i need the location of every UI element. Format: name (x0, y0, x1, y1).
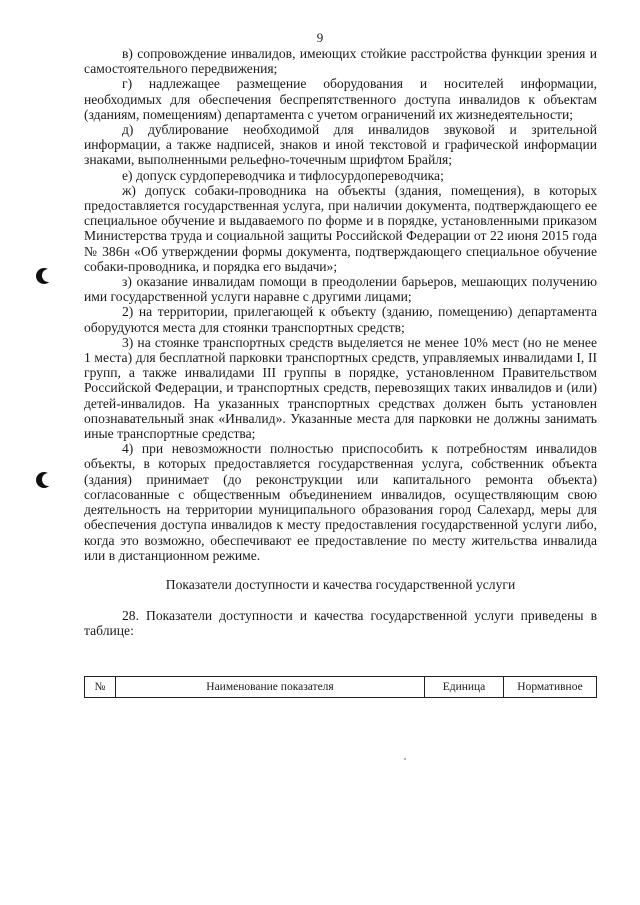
binder-hole-mark (36, 472, 52, 488)
header-unit: Единица (425, 677, 504, 698)
header-indicator-name: Наименование показателя (116, 677, 425, 698)
paragraph-3: 3) на стоянке транспортных средств выделяется не менее 10% мест (но не менее 1 места) для бесплатной парковки транспортных средств, управляемых инвалидами I, II групп, а также инвалидами III группы в порядке, установленном Правительством Российской Федерации, и транспортных средств, перевозящих таких инвалидов и (или) детей-инвалидов. На указанных транспортных средствах должен быть установлен опознавательный знак «Инвалид». Указанные места для парковки не должны занимать иные транспортные средства; (84, 334, 597, 442)
header-normative: Нормативное (504, 677, 597, 698)
scan-speck (404, 758, 406, 760)
paragraph-e: е) допуск сурдопереводчика и тифлосурдопереводчика; (122, 167, 444, 183)
paragraph-2: 2) на территории, прилегающей к объекту (зданию, помещению) департамента оборудуются места для стоянки транспортных средств; (84, 304, 597, 335)
table-header-row (85, 677, 597, 698)
header-number: № (85, 677, 116, 698)
paragraph-4: 4) при невозможности полностью приспособить к потребностям инвалидов объекты, в которых предоставляется государственная услуга, собственник объекта (здания) принимает (до реконструкции или капитального ремонта объекта) согласованные с общественным объединением инвалидов, осуществляющим свою деятельность на территории муниципального образования город Салехард, меры для обеспечения доступа инвалидов к месту предоставления государственной услуги либо, когда это возможно, обеспечивают ее предоставление по месту жительства инвалида или в дистанционном режиме. (84, 441, 597, 563)
paragraph-zh: ж) допуск собаки-проводника на объекты (здания, помещения), в которых предоставляется государственная услуга, при наличии документа, подтверждающего ее специальное обучение и выдаваемого по форме и в порядке, установленными приказом Министерства труда и социальной защиты Российской Федерации от 22 июня 2015 года № 386н «Об утверждении формы документа, подтверждающего специальное обучение собаки-проводника, и порядка его выдачи»; (84, 182, 597, 274)
section-heading: Показатели доступности и качества государственной услуги (165, 576, 516, 592)
paragraph-z: з) оказание инвалидам помощи в преодолении барьеров, мешающих получению ими государственной услуги наравне с другими лицами; (84, 274, 597, 305)
paragraph-g: г) надлежащее размещение оборудования и носителей информации, необходимых для обеспечения беспрепятственного доступа инвалидов к объектам (зданиям, помещениям) департамента с учетом ограничений их жизнедеятельности; (84, 76, 597, 122)
paragraph-28: 28. Показатели доступности и качества государственной услуги приведены в таблице: (84, 608, 597, 639)
paragraph-v: в) сопровождение инвалидов, имеющих стойкие расстройства функции зрения и самостоятельного передвижения; (84, 46, 597, 77)
page-number: 9 (316, 30, 324, 45)
binder-hole-mark (36, 268, 52, 284)
paragraph-d: д) дублирование необходимой для инвалидов звуковой и зрительной информации, а также надписей, знаков и иной текстовой и графической информации знаками, выполненными рельефно-точечным шрифтом Брайля; (84, 122, 597, 168)
indicators-table (84, 676, 597, 698)
document-body (84, 46, 597, 639)
